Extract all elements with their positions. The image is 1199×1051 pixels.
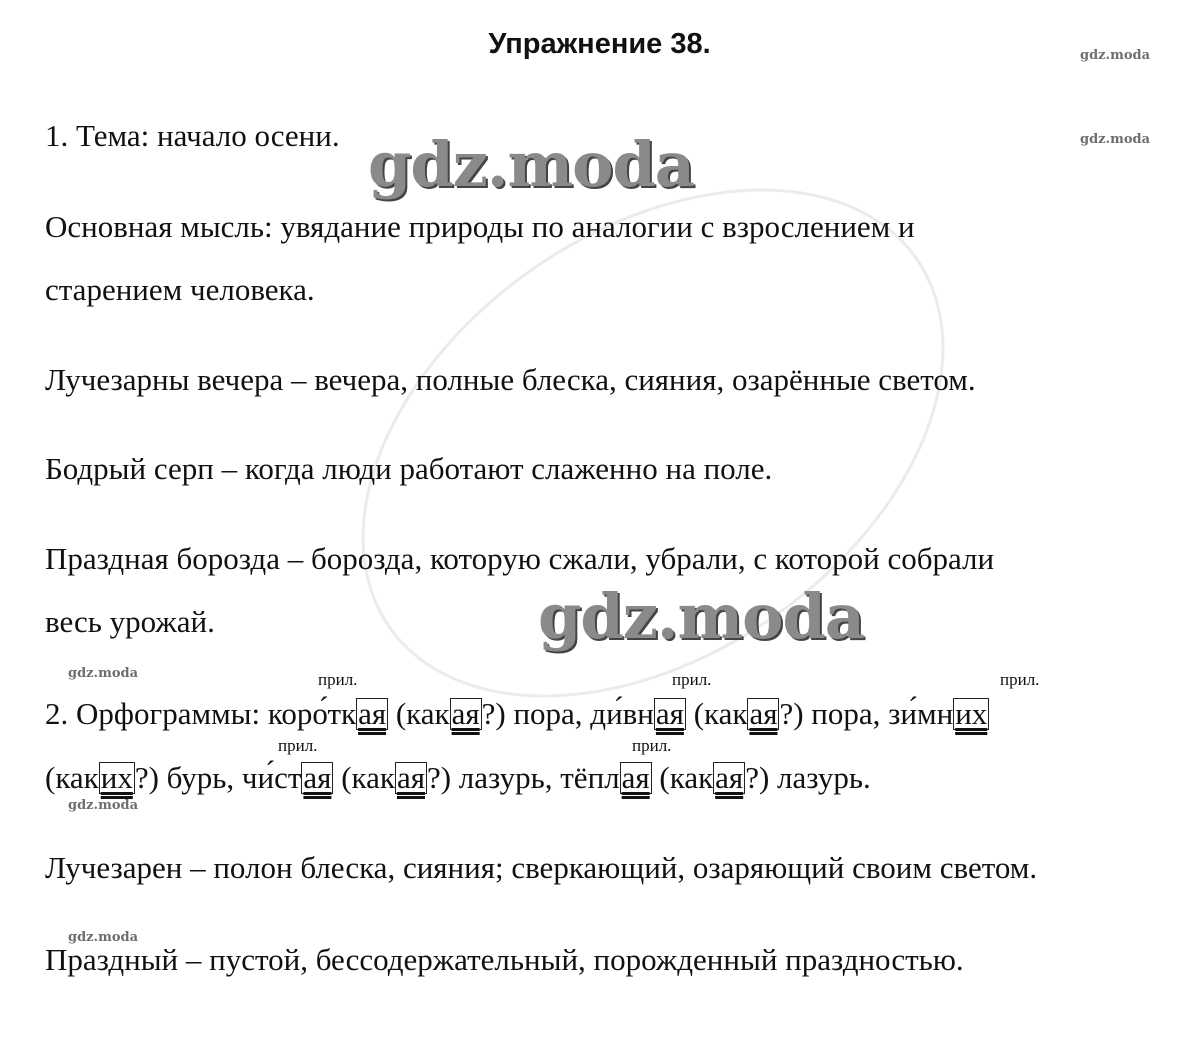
word-ending-box: [450, 698, 482, 730]
watermark-small: gdz.moda: [1080, 132, 1151, 147]
word-ending-box: [395, 762, 427, 794]
prazdny-line: Праздный – пустой, бессодержательный, порожденный праздностью.: [45, 942, 964, 977]
text-fragment: ?) бурь, чи́ст: [134, 760, 302, 795]
text-fragment: (как: [333, 760, 395, 795]
luchezarny-line: Лучезарны вечера – вечера, полные блеска, сияния, озарённые светом.: [45, 362, 976, 397]
ending-text: ая: [396, 760, 425, 795]
watermark-small: gdz.moda: [68, 930, 139, 945]
ending-text: ая: [749, 696, 778, 731]
text-fragment: 2. Орфограммы: коро́тк: [45, 696, 357, 731]
ending-text: их: [100, 760, 133, 795]
orthograms-line-2: [45, 760, 871, 796]
part-of-speech-note: прил.: [672, 670, 712, 689]
part-of-speech-note: прил.: [1000, 670, 1040, 689]
part-of-speech-note: прил.: [318, 670, 358, 689]
text-fragment: ?) лазурь, тёпл: [426, 760, 620, 795]
ending-text: ая: [655, 696, 684, 731]
ending-text: ая: [715, 760, 744, 795]
text-fragment: (как: [388, 696, 450, 731]
part-of-speech-note: прил.: [278, 736, 318, 755]
word-ending-box: [747, 698, 779, 730]
watermark-large: gdz.moda: [368, 128, 694, 201]
ending-text: ая: [451, 696, 480, 731]
borozda-line-1: Праздная борозда – борозда, которую сжали, убрали, с которой собрали: [45, 541, 995, 576]
word-ending-box: [99, 762, 135, 794]
ending-text: ая: [303, 760, 332, 795]
luchezaren-line: Лучезарен – полон блеска, сияния; сверкающий, озаряющий своим светом.: [45, 850, 1038, 885]
word-ending-box: [356, 698, 388, 730]
ending-text: ая: [358, 696, 387, 731]
part-of-speech-note: прил.: [632, 736, 672, 755]
word-ending-box: [620, 762, 652, 794]
main-idea-line-1: Основная мысль: увядание природы по аналогии с взрослением и: [45, 209, 915, 244]
watermark-large: gdz.moda: [538, 580, 864, 653]
borozda-line-2: весь урожай.: [45, 604, 215, 639]
text-fragment: (как: [685, 696, 748, 731]
word-ending-box: [301, 762, 333, 794]
ending-text: их: [955, 696, 988, 731]
watermark-small: gdz.moda: [1080, 48, 1151, 63]
word-ending-box: [953, 698, 989, 730]
orthograms-line-1: [45, 696, 989, 732]
text-fragment: (как: [651, 760, 714, 795]
word-ending-box: [654, 698, 686, 730]
text-fragment: ?) пора, зи́мн: [779, 696, 954, 731]
word-ending-box: [713, 762, 745, 794]
serp-line: Бодрый серп – когда люди работают слаженно на поле.: [45, 451, 773, 486]
watermark-small: gdz.moda: [68, 666, 139, 681]
theme-line: 1. Тема: начало осени.: [45, 118, 340, 153]
watermark-small: gdz.moda: [68, 798, 139, 813]
text-fragment: ?) лазурь.: [745, 760, 871, 795]
text-fragment: (как: [45, 760, 99, 795]
page-title: Упражнение 38.: [488, 28, 711, 60]
ending-text: ая: [621, 760, 650, 795]
text-fragment: ?) пора, ди́вн: [481, 696, 654, 731]
main-idea-line-2: старением человека.: [45, 272, 315, 307]
